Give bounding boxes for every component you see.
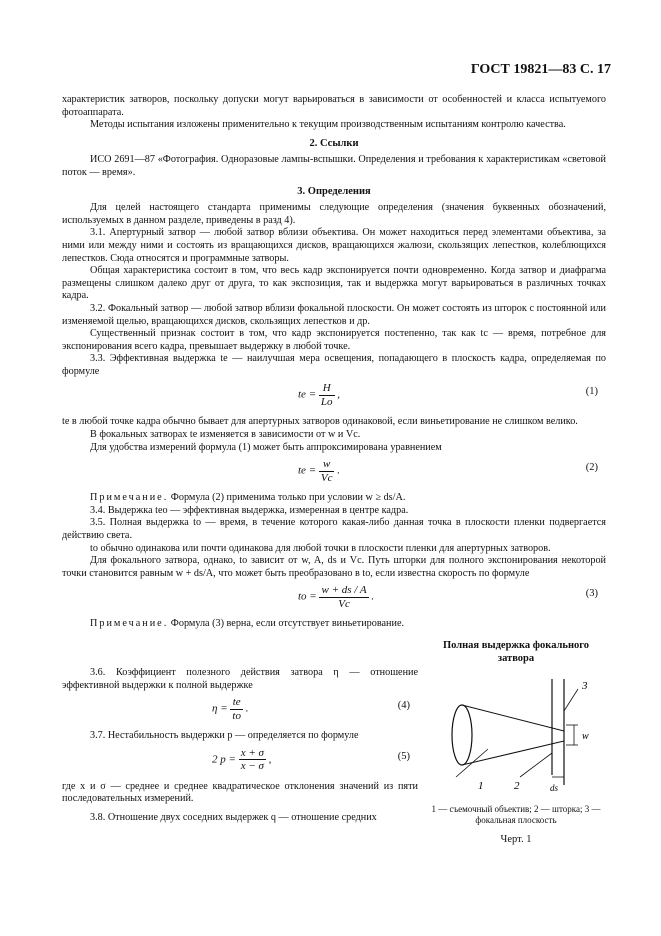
note-paragraph xyxy=(62,618,606,631)
formula-denominator: Vс xyxy=(338,598,350,610)
figure-label-1: 1 xyxy=(478,780,484,792)
formula-lhs: tе = xyxy=(298,464,317,477)
paragraph: Общая характеристика состоит в том, что весь кадр экспонируется почти одновременно. Когда затвор и диафрагма размещены слишком далеко друг от друга, то как экспозиция, так и выдержка могут варьироваться в различных точках кадра. xyxy=(62,265,606,302)
paragraph: tе в любой точке кадра обычно бывает для апертурных затворов одинаковой, если виньетирование не слишком велико. xyxy=(62,416,578,428)
formula-tail: . xyxy=(371,591,375,604)
formula-5 xyxy=(62,745,418,779)
formula-lhs: tе = xyxy=(298,389,317,402)
leader-line xyxy=(520,753,552,777)
formula-denominator: x − σ xyxy=(240,760,264,773)
paragraph: 3.4. Выдержка tео — эффективная выдержка, измеренная в центре кадра. xyxy=(90,504,409,516)
paragraph: 3.1. Апертурный затвор — любой затвор вблизи объектива. Он может находиться перед элементами объектива, за ними или между ними и состоять из вращающихся дисков, вращающихся жалюзи, скользящих лепестков, колеблющихся лепестков. Сюда относятся и программные затворы. xyxy=(62,227,606,264)
paragraph: 3.8. Отношение двух соседних выдержек q — отношение средних xyxy=(90,811,377,823)
note-label: Примечание. xyxy=(90,618,169,630)
lens-icon xyxy=(452,705,472,765)
formula-2 xyxy=(62,456,606,490)
formula-tail: . xyxy=(245,702,249,715)
figure-label-w: w xyxy=(582,731,589,742)
formula-tail: . xyxy=(337,464,340,477)
focal-shutter-diagram xyxy=(426,665,606,795)
figure-caption: 1 — съемочный объектив; 2 — шторка; 3 — фокальная плоскость xyxy=(431,803,601,825)
formula-numerator: w + ds / A xyxy=(321,584,367,597)
left-column xyxy=(62,639,418,825)
leader-line xyxy=(456,749,488,777)
intro-paragraph: характеристик затворов, поскольку допуски могут варьироваться в зависимости от особенностей и класса испытуемого фотоаппарата. xyxy=(62,94,606,118)
page-header: ГОСТ 19821—83 С. 17 xyxy=(470,62,611,77)
intro-paragraph: Методы испытания изложены применительно к текущим производственным испытаниям контролю качества. xyxy=(90,119,566,131)
paragraph: В фокальных затворах tе изменяется в зависимости от w и Vс. xyxy=(90,429,361,441)
formula-number: (5) xyxy=(397,750,410,762)
formula-denominator: to xyxy=(232,709,241,722)
light-ray-line xyxy=(462,741,564,765)
formula-number: (1) xyxy=(585,386,598,398)
note-text: Формула (3) верна, если отсутствует виньетирование. xyxy=(170,618,405,630)
two-column-block xyxy=(62,639,606,875)
paragraph: где x и σ — среднее и среднее квадратическое отклонения значений из пяти последовательных измерений. xyxy=(62,780,418,805)
formula-tail: , xyxy=(337,389,340,402)
main-text xyxy=(62,94,606,875)
paragraph: Для удобства измерений формула (1) может быть аппроксимирована уравнением xyxy=(90,441,442,453)
formula-denominator: Vс xyxy=(320,471,333,484)
note-text: Формула (2) применима только при условии w ≥ ds/A. xyxy=(170,492,406,504)
figure-label-2: 2 xyxy=(514,780,520,792)
note-label: Примечание. xyxy=(90,492,169,504)
paragraph: 3.3. Эффективная выдержка tе — наилучшая мера освещения, попадающего в плоскость кадра, определяемая по формуле xyxy=(62,353,606,377)
note-paragraph xyxy=(62,492,606,505)
formula-numerator: x + σ xyxy=(240,746,264,759)
figure-number: Черт. 1 xyxy=(500,833,532,845)
formula-3 xyxy=(62,582,606,616)
formula-number: (3) xyxy=(585,588,598,600)
formula-numerator: H xyxy=(319,382,335,396)
section-3-title: 3. Определения xyxy=(297,185,371,197)
formula-lhs: η = xyxy=(212,702,228,715)
formula-numerator: tе xyxy=(230,696,243,710)
formula-lhs: 2 p = xyxy=(212,753,236,766)
formula-tail: , xyxy=(268,753,272,766)
formula-number: (4) xyxy=(397,700,410,712)
formula-1 xyxy=(62,380,606,414)
formula-numerator: w xyxy=(319,458,335,472)
formula-number: (2) xyxy=(585,462,598,474)
formula-denominator: Lo xyxy=(320,396,333,409)
paragraph: Для целей настоящего стандарта применимы следующие определения (значения буквенных обозначений, используемых в данном разделе, приведены в разд 4). xyxy=(62,202,606,226)
figure-1 xyxy=(426,639,606,846)
paragraph: Для фокального затвора, однако, to зависит от w, A, ds и Vс. Путь шторки для полного экспонирования некоторой точки становится равным w + ds/A, что может быть преобразовано в to, если известна скорость по формуле xyxy=(62,555,606,579)
paragraph: 3.7. Нестабильность выдержки p — определяется по формуле xyxy=(90,730,359,742)
figure-label-ds: ds xyxy=(550,783,559,793)
light-ray-line xyxy=(462,705,564,731)
figure-label-3: 3 xyxy=(582,680,588,692)
paragraph: 3.2. Фокальный затвор — любой затвор вблизи фокальной плоскости. Он может состоять из шторок с постоянной или изменяемой щелью, вращающихся дисков, скользящих лепестков и др. xyxy=(62,302,606,327)
formula-4 xyxy=(62,694,418,728)
paragraph: Существенный признак состоит в том, что кадр экспонируется постепенно, так как tc — время, потребное для экспонирования всего кадра, превышает выдержку в любой точке. xyxy=(62,328,606,352)
leader-line xyxy=(564,689,578,711)
section-2-text: ИСО 2691—87 «Фотография. Одноразовые лампы-вспышки. Определения и требования к характеристикам «световой поток — время». xyxy=(62,154,606,178)
section-2-title: 2. Ссылки xyxy=(309,137,359,149)
paragraph: to обычно одинакова или почти одинакова для любой точки в плоскости пленки для апертурных затворов. xyxy=(90,542,551,554)
formula-lhs: to = xyxy=(298,591,317,604)
figure-title: Полная выдержка фокального затвора xyxy=(442,640,590,664)
paragraph: 3.5. Полная выдержка to — время, в течение которого какая-либо данная точка в плоскости пленки подвергается действию света. xyxy=(62,517,606,542)
paragraph: 3.6. Коэффициент полезного действия затвора η — отношение эффективной выдержки к полной выдержке xyxy=(62,667,418,691)
